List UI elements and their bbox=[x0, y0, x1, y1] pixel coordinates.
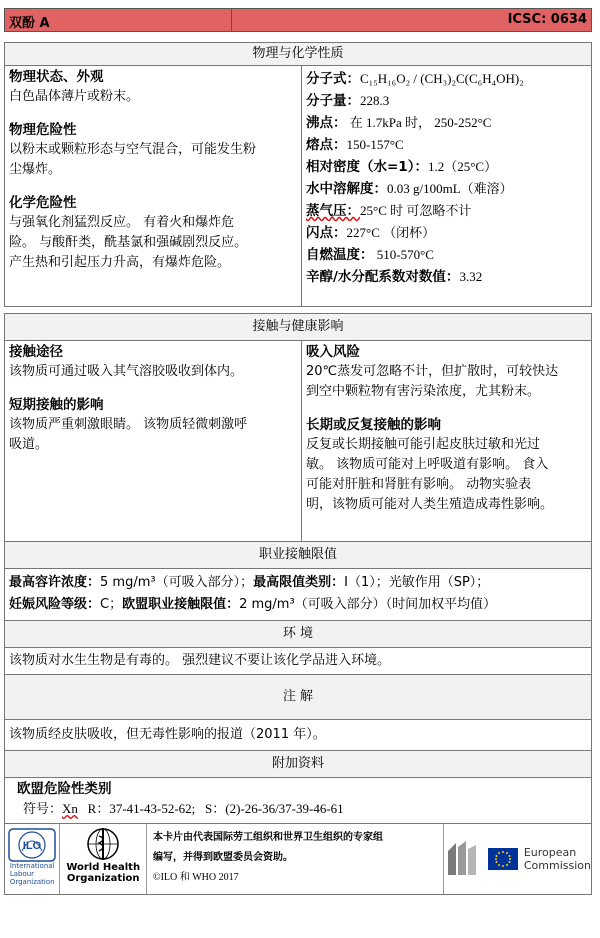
physical-hazard-heading: 物理危险性 bbox=[9, 122, 77, 138]
footer bbox=[4, 824, 592, 895]
ec-line-1: European bbox=[523, 846, 577, 859]
logpow-value: 3.32 bbox=[459, 269, 483, 284]
physical-hazard-text-2: 尘爆炸。 bbox=[9, 162, 62, 177]
short-term-heading: 短期接触的影响 bbox=[9, 397, 104, 413]
state-heading: 物理状态、外观 bbox=[9, 69, 104, 85]
r-value: 37-41-43-52-62; bbox=[109, 801, 196, 816]
additional-block bbox=[4, 778, 592, 824]
credit-line-1: 本卡片由代表国际劳工组织和世界卫生组织的专家组 bbox=[152, 832, 383, 843]
ilo-emblem-icon bbox=[8, 828, 56, 862]
bp-label: 沸点： bbox=[306, 115, 347, 131]
section-header-notes: 注 解 bbox=[4, 675, 592, 720]
solubility-label: 水中溶解度： bbox=[306, 181, 387, 197]
route-text: 该物质可通过吸入其气溶胶吸收到体内。 bbox=[9, 364, 244, 379]
short-term-text-2: 吸道。 bbox=[9, 437, 49, 452]
who-emblem-icon bbox=[83, 826, 123, 862]
who-line-2: Organization bbox=[66, 873, 140, 884]
long-term-text-3: 可能对肝脏和肾脏有影响。 动物实验表 bbox=[306, 477, 532, 492]
ilo-abbr: ILO bbox=[23, 840, 42, 852]
chemical-hazard-text-3: 产生热和引起压力升高，有爆炸危险。 bbox=[9, 255, 231, 270]
r-label: R： bbox=[87, 801, 110, 816]
chemical-name: 双酚 A bbox=[5, 9, 232, 31]
long-term-heading: 长期或反复接触的影响 bbox=[306, 417, 441, 433]
state-text: 白色晶体薄片或粉末。 bbox=[9, 89, 140, 104]
formula-label: 分子式： bbox=[306, 71, 360, 87]
ec-line-2: Commission bbox=[523, 859, 591, 872]
ec-logo bbox=[443, 824, 591, 894]
chemical-hazard-text-1: 与强氧化剂猛烈反应。 有着火和爆炸危 bbox=[9, 215, 235, 230]
flash-point-value: 227°C （闭杯） bbox=[346, 225, 436, 240]
credit-line-3: ©ILO 和 WHO 2017 bbox=[152, 872, 239, 883]
mp-value: 150-157°C bbox=[346, 137, 404, 152]
mw-label: 分子量： bbox=[306, 93, 360, 109]
logpow-label: 辛醇/水分配系数对数值： bbox=[306, 269, 460, 285]
density-value: 1.2（25°C） bbox=[427, 159, 498, 174]
eu-class-heading: 欧盟危险性类别 bbox=[17, 781, 112, 797]
symbol-value: Xn bbox=[62, 801, 78, 816]
environment-text: 该物质对水生生物是有毒的。 强烈建议不要让该化学品进入环境。 bbox=[4, 648, 592, 675]
ec-building-icon bbox=[444, 839, 482, 879]
inhalation-risk-text-2: 到空中颗粒物有害污染浓度，尤其粉末。 bbox=[306, 384, 541, 399]
physical-hazard-text-1: 以粉末或颗粒形态与空气混合，可能发生粉 bbox=[9, 142, 257, 157]
s-value: (2)-26-36/37-39-46-61 bbox=[225, 801, 344, 816]
chemical-hazard-text-2: 险。 与酸酐类，酰基氯和强碱剧烈反应。 bbox=[9, 235, 248, 250]
physchem-left bbox=[5, 66, 302, 306]
who-line-1: World Health bbox=[66, 862, 141, 873]
mw-value: 228.3 bbox=[360, 93, 390, 108]
pregnancy-value: C； bbox=[100, 597, 123, 612]
ilo-line-2: Labour bbox=[9, 870, 35, 878]
physchem-block bbox=[4, 66, 592, 307]
long-term-text-2: 敏。 该物质可能对上呼吸道有影响。 食入 bbox=[306, 457, 549, 472]
eu-flag-icon bbox=[488, 848, 518, 870]
short-term-text-1: 该物质严重刺激眼睛。 该物质轻微刺激呼 bbox=[9, 417, 248, 432]
eu-oel-value: 2 mg/m³（可吸入部分）（时间加权平均值） bbox=[239, 597, 497, 612]
credits bbox=[147, 824, 443, 894]
flash-point-label: 闪点： bbox=[306, 225, 347, 241]
ilo-line-1: International bbox=[9, 862, 55, 870]
exposure-block bbox=[4, 341, 592, 542]
section-header-environment: 环 境 bbox=[4, 621, 592, 648]
chemical-safety-card bbox=[4, 8, 592, 895]
physchem-right bbox=[302, 66, 591, 306]
notes-text: 该物质经皮肤吸收，但无毒性影响的报道（2011 年）。 bbox=[4, 720, 592, 751]
mac-label: 最高容许浓度： bbox=[9, 575, 101, 590]
long-term-text-4: 明，该物质可能对人类生殖造成毒性影响。 bbox=[306, 497, 554, 512]
long-term-text-1: 反复或长期接触可能引起皮肤过敏和光过 bbox=[306, 437, 541, 452]
title-bar bbox=[4, 8, 592, 32]
ilo-logo bbox=[5, 824, 59, 894]
who-logo bbox=[59, 824, 147, 894]
symbol-label: 符号： bbox=[23, 801, 63, 816]
s-label: S： bbox=[205, 801, 226, 816]
ilo-line-3: Organization bbox=[9, 878, 55, 886]
mp-label: 熔点： bbox=[306, 137, 347, 153]
solubility-value: 0.03 g/100mL（难溶） bbox=[387, 181, 513, 196]
eu-oel-label: 欧盟职业接触限值： bbox=[122, 597, 240, 612]
mac-value: 5 mg/m³（可吸入部分）； bbox=[100, 575, 254, 590]
vapour-pressure-label: 蒸气压： bbox=[306, 203, 360, 219]
autoignition-value: 510-570°C bbox=[373, 247, 434, 262]
vapour-pressure-value: 25°C 时 可忽略不计 bbox=[360, 203, 472, 218]
bp-value: 在 1.7kPa 时， 250-252°C bbox=[346, 115, 492, 130]
credit-line-2: 编写，并得到欧盟委员会资助。 bbox=[152, 852, 293, 863]
category-label: 最高限值类别： bbox=[253, 575, 345, 590]
exposure-left bbox=[5, 341, 302, 541]
section-header-additional: 附加资料 bbox=[4, 751, 592, 778]
autoignition-label: 自燃温度： bbox=[306, 247, 374, 263]
inhalation-risk-heading: 吸入风险 bbox=[306, 344, 360, 360]
density-label: 相对密度（水=1）： bbox=[306, 159, 428, 175]
section-header-physchem: 物理与化学性质 bbox=[4, 42, 592, 66]
route-heading: 接触途径 bbox=[9, 344, 63, 360]
pregnancy-label: 妊娠风险等级： bbox=[9, 597, 101, 612]
section-header-exposure: 接触与健康影响 bbox=[4, 313, 592, 341]
category-value: I（1）；光敏作用（SP）； bbox=[344, 575, 490, 590]
section-header-limits: 职业接触限值 bbox=[4, 542, 592, 569]
limits-block bbox=[4, 569, 592, 621]
formula-value: C₁₅H₁₆O₂ / (CH₃)₂C(C₆H₄OH)₂ bbox=[360, 71, 524, 86]
chemical-hazard-heading: 化学危险性 bbox=[9, 195, 77, 211]
exposure-right bbox=[302, 341, 591, 541]
icsc-code: ICSC: 0634 bbox=[507, 12, 587, 27]
inhalation-risk-text-1: 20℃蒸发可忽略不计，但扩散时，可较快达 bbox=[306, 364, 559, 379]
